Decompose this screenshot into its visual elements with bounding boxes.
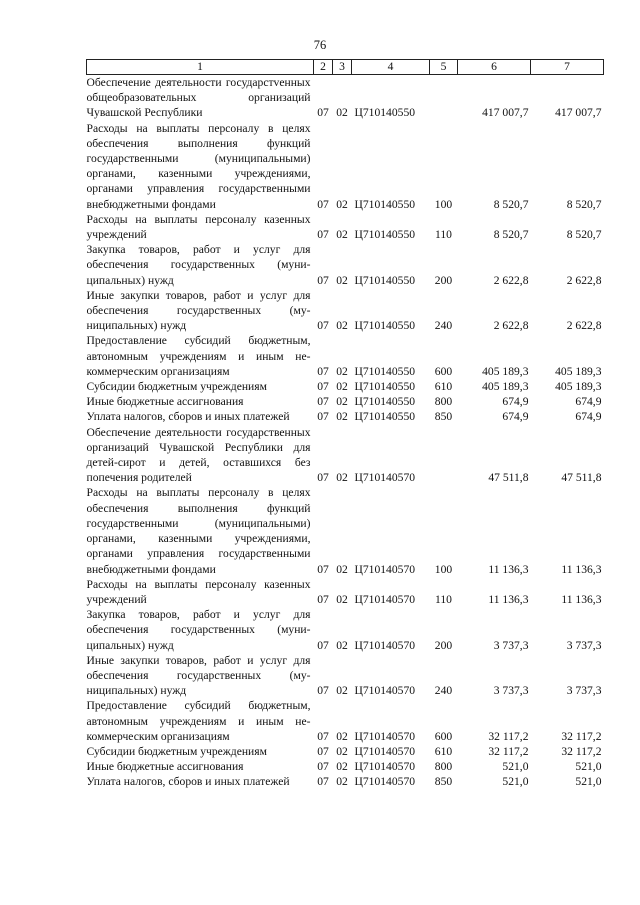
table-row bbox=[87, 394, 604, 409]
amount-col6: 8 520,7 bbox=[493, 228, 529, 242]
amount-col6: 405 189,3 bbox=[482, 380, 529, 394]
target-article-code: Ц710140550 bbox=[354, 395, 416, 409]
section-code: 07 bbox=[317, 380, 329, 394]
expense-type-code: 110 bbox=[435, 228, 452, 242]
expense-type-code bbox=[430, 425, 458, 486]
amount-col6: 521,0 bbox=[502, 760, 529, 774]
row-description: Расходы на выплаты персоналу в целях обеспечения выполнения функций государственными (муниципальными) органами, казенными учреждениями, органами управления государственными внебюджетными фондами bbox=[86, 486, 311, 576]
expense-type-code: 610 bbox=[434, 744, 453, 758]
subsection-code: 02 bbox=[336, 395, 348, 409]
expense-type-code: 800 bbox=[434, 395, 453, 409]
table-row bbox=[87, 485, 604, 576]
section-code: 07 bbox=[317, 775, 329, 789]
column-header: 2 bbox=[314, 60, 333, 75]
header-row bbox=[87, 60, 604, 75]
column-header: 1 bbox=[87, 60, 314, 75]
table-row bbox=[87, 333, 604, 379]
target-article-code: Ц710140570 bbox=[354, 744, 416, 758]
table-row bbox=[87, 212, 604, 242]
expense-type-code: 200 bbox=[434, 638, 453, 652]
column-header: 4 bbox=[352, 60, 430, 75]
section-code: 07 bbox=[317, 744, 329, 758]
amount-col7: 8 520,7 bbox=[566, 228, 602, 242]
table-row bbox=[87, 577, 604, 607]
amount-col6: 8 520,7 bbox=[493, 197, 529, 211]
subsection-code: 02 bbox=[336, 684, 348, 698]
subsection-code: 02 bbox=[336, 729, 348, 743]
expense-type-code: 600 bbox=[434, 729, 453, 743]
row-description: Иные закупки товаров, работ и услуг для обеспечения государственных (муниципальных) нужд bbox=[86, 288, 311, 333]
expense-type-code: 610 bbox=[434, 380, 453, 394]
section-code: 07 bbox=[317, 684, 329, 698]
row-description: Предоставление субсидий бюджетным, автономным учреждениям и иным некоммерческим организациям bbox=[86, 334, 311, 378]
table-row bbox=[87, 121, 604, 212]
amount-col7: 47 511,8 bbox=[561, 471, 602, 485]
subsection-code: 02 bbox=[336, 744, 348, 758]
section-code: 07 bbox=[317, 729, 329, 743]
section-code: 07 bbox=[317, 562, 329, 576]
amount-col6: 11 136,3 bbox=[488, 562, 529, 576]
subsection-code: 02 bbox=[336, 471, 348, 485]
target-article-code: Ц710140550 bbox=[354, 380, 416, 394]
amount-col7: 521,0 bbox=[575, 775, 602, 789]
table-row bbox=[87, 379, 604, 394]
expense-type-code bbox=[430, 75, 458, 121]
row-description: Субсидии бюджетным учреждениям bbox=[86, 380, 267, 394]
amount-col7: 521,0 bbox=[575, 760, 602, 774]
expense-type-code: 240 bbox=[434, 319, 453, 333]
section-code: 07 bbox=[317, 273, 329, 287]
column-header: 7 bbox=[531, 60, 604, 75]
expense-type-code: 850 bbox=[434, 775, 453, 789]
amount-col7: 11 136,3 bbox=[561, 592, 602, 606]
section-code: 07 bbox=[317, 106, 329, 120]
amount-col6: 2 622,8 bbox=[493, 319, 529, 333]
section-code: 07 bbox=[317, 638, 329, 652]
amount-col7: 674,9 bbox=[575, 395, 602, 409]
table-row bbox=[87, 607, 604, 653]
column-header: 6 bbox=[458, 60, 531, 75]
column-header: 5 bbox=[430, 60, 458, 75]
amount-col6: 11 136,3 bbox=[488, 592, 529, 606]
subsection-code: 02 bbox=[336, 775, 348, 789]
subsection-code: 02 bbox=[336, 562, 348, 576]
table-row bbox=[87, 774, 604, 789]
subsection-code: 02 bbox=[336, 228, 348, 242]
table-row bbox=[87, 288, 604, 334]
amount-col6: 32 117,2 bbox=[488, 744, 529, 758]
amount-col7: 32 117,2 bbox=[561, 729, 602, 743]
row-description: Уплата налогов, сборов и иных платежей bbox=[86, 410, 290, 424]
amount-col7: 2 622,8 bbox=[566, 273, 602, 287]
amount-col7: 417 007,7 bbox=[555, 106, 602, 120]
amount-col7: 32 117,2 bbox=[561, 744, 602, 758]
row-description: Обеспечение деятельности государстvенных общеобразовательных организаций Чувашской Республики bbox=[86, 76, 311, 120]
section-code: 07 bbox=[317, 592, 329, 606]
row-description: Иные бюджетные ассигнования bbox=[86, 760, 244, 774]
target-article-code: Ц710140550 bbox=[354, 319, 416, 333]
subsection-code: 02 bbox=[336, 638, 348, 652]
subsection-code: 02 bbox=[336, 106, 348, 120]
subsection-code: 02 bbox=[336, 592, 348, 606]
section-code: 07 bbox=[317, 228, 329, 242]
target-article-code: Ц710140570 bbox=[354, 638, 416, 652]
row-description: Обеспечение деятельности государственных организаций Чувашской Республики для детей-сирот и детей, оставшихся без попечения родителей bbox=[86, 425, 311, 485]
expense-type-code: 800 bbox=[434, 760, 453, 774]
amount-col7: 3 737,3 bbox=[566, 684, 602, 698]
expense-type-code: 200 bbox=[434, 273, 453, 287]
expense-type-code: 110 bbox=[435, 592, 452, 606]
amount-col6: 405 189,3 bbox=[482, 364, 529, 378]
subsection-code: 02 bbox=[336, 197, 348, 211]
expense-type-code: 240 bbox=[434, 684, 453, 698]
budget-table bbox=[86, 59, 604, 790]
target-article-code: Ц710140570 bbox=[354, 729, 416, 743]
section-code: 07 bbox=[317, 319, 329, 333]
expense-type-code: 850 bbox=[434, 410, 453, 424]
target-article-code: Ц710140550 bbox=[354, 273, 416, 287]
section-code: 07 bbox=[317, 364, 329, 378]
row-description: Закупка товаров, работ и услуг для обеспечения государственных (муниципальных) нужд bbox=[86, 608, 311, 652]
target-article-code: Ц710140570 bbox=[354, 775, 416, 789]
row-description: Субсидии бюджетным учреждениям bbox=[86, 744, 267, 758]
amount-col6: 2 622,8 bbox=[493, 273, 529, 287]
amount-col7: 8 520,7 bbox=[566, 197, 602, 211]
table-row bbox=[87, 409, 604, 424]
subsection-code: 02 bbox=[336, 273, 348, 287]
subsection-code: 02 bbox=[336, 364, 348, 378]
row-description: Иные бюджетные ассигнования bbox=[86, 395, 244, 409]
section-code: 07 bbox=[317, 197, 329, 211]
subsection-code: 02 bbox=[336, 410, 348, 424]
expense-type-code: 100 bbox=[434, 197, 453, 211]
table-row bbox=[87, 744, 604, 759]
row-description: Расходы на выплаты персоналу казенных учреждений bbox=[86, 212, 311, 242]
amount-col6: 3 737,3 bbox=[493, 638, 529, 652]
section-code: 07 bbox=[317, 760, 329, 774]
page-number: 76 bbox=[313, 38, 327, 52]
expense-type-code: 600 bbox=[434, 364, 453, 378]
target-article-code: Ц710140550 bbox=[354, 364, 416, 378]
table-row bbox=[87, 759, 604, 774]
expense-type-code: 100 bbox=[434, 562, 453, 576]
target-article-code: Ц710140570 bbox=[354, 562, 416, 576]
table-row bbox=[87, 75, 604, 121]
section-code: 07 bbox=[317, 410, 329, 424]
amount-col7: 2 622,8 bbox=[566, 319, 602, 333]
amount-col7: 3 737,3 bbox=[566, 638, 602, 652]
table-row bbox=[87, 653, 604, 699]
row-description: Уплата налогов, сборов и иных платежей bbox=[86, 775, 290, 789]
section-code: 07 bbox=[317, 471, 329, 485]
row-description: Иные закупки товаров, работ и услуг для обеспечения государственных (муниципальных) нужд bbox=[86, 653, 311, 698]
target-article-code: Ц710140570 bbox=[354, 684, 416, 698]
target-article-code: Ц710140550 bbox=[354, 410, 416, 424]
row-description: Предоставление субсидий бюджетным, автономным учреждениям и иным некоммерческим организациям bbox=[86, 699, 311, 743]
section-code: 07 bbox=[317, 395, 329, 409]
target-article-code: Ц710140550 bbox=[354, 197, 416, 211]
table-row bbox=[87, 698, 604, 744]
amount-col7: 11 136,3 bbox=[561, 562, 602, 576]
target-article-code: Ц710140570 bbox=[354, 471, 416, 485]
row-description: Закупка товаров, работ и услуг для обеспечения государственных (муниципальных) нужд bbox=[86, 243, 311, 287]
amount-col6: 32 117,2 bbox=[488, 729, 529, 743]
amount-col6: 3 737,3 bbox=[493, 684, 529, 698]
target-article-code: Ц710140550 bbox=[354, 106, 416, 120]
row-description: Расходы на выплаты персоналу казенных учреждений bbox=[86, 577, 311, 606]
target-article-code: Ц710140550 bbox=[354, 228, 416, 242]
subsection-code: 02 bbox=[336, 380, 348, 394]
amount-col6: 674,9 bbox=[502, 395, 529, 409]
amount-col6: 47 511,8 bbox=[488, 471, 529, 485]
table-row bbox=[87, 242, 604, 288]
row-description: Расходы на выплаты персоналу в целях обеспечения выполнения функций государственными (муниципальными) органами, казенными учреждениями, органами управления государственными внебюджетными фондами bbox=[86, 121, 311, 211]
amount-col6: 521,0 bbox=[502, 775, 529, 789]
target-article-code: Ц710140570 bbox=[354, 760, 416, 774]
amount-col6: 417 007,7 bbox=[482, 106, 529, 120]
amount-col7: 405 189,3 bbox=[555, 380, 602, 394]
amount-col7: 405 189,3 bbox=[555, 364, 602, 378]
amount-col6: 674,9 bbox=[502, 410, 529, 424]
amount-col7: 674,9 bbox=[575, 410, 602, 424]
column-header: 3 bbox=[333, 60, 352, 75]
table-row bbox=[87, 425, 604, 486]
target-article-code: Ц710140570 bbox=[354, 592, 416, 606]
subsection-code: 02 bbox=[336, 319, 348, 333]
subsection-code: 02 bbox=[336, 760, 348, 774]
